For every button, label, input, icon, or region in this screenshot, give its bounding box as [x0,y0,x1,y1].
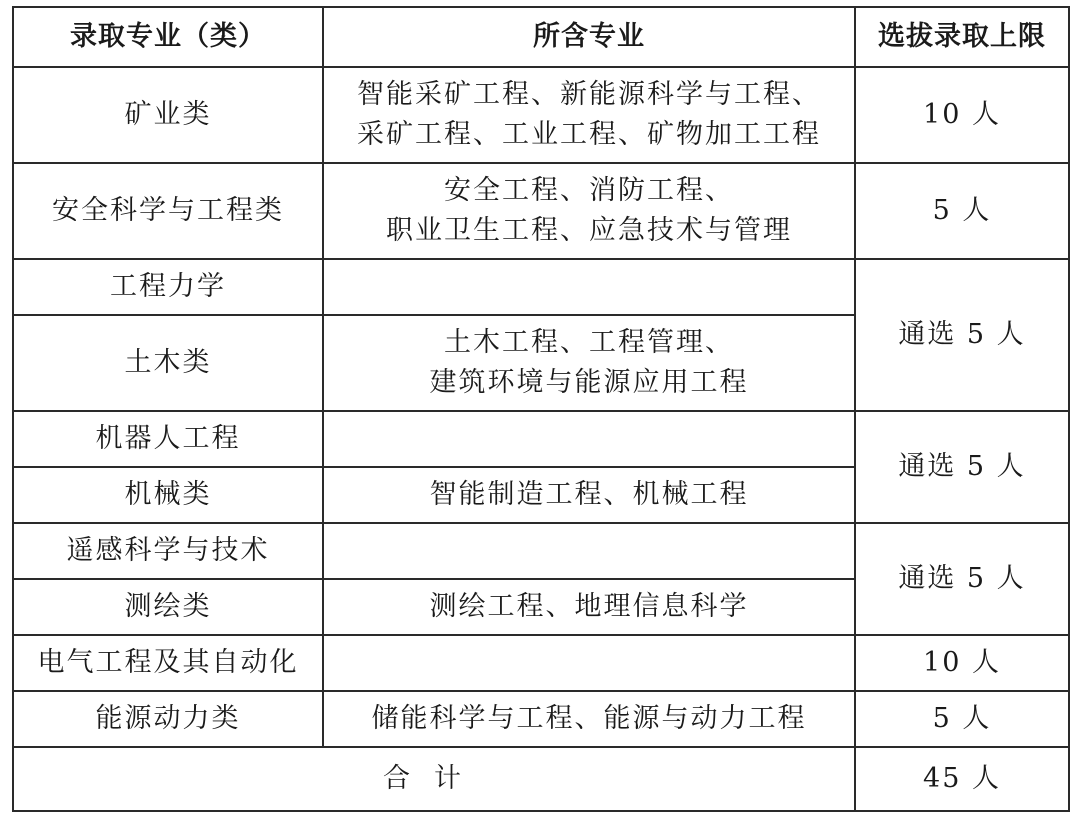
total-row [13,747,1069,811]
category-cell: 电气工程及其自动化 [13,635,323,691]
limit-cell: 5 人 [855,163,1069,259]
majors-cell: 智能制造工程、机械工程 [323,467,855,523]
table-row [13,691,1069,747]
category-cell: 工程力学 [13,259,323,315]
limit-cell: 10 人 [855,635,1069,691]
merged-limit-cell: 通选 5 人 [855,411,1069,523]
category-cell: 安全科学与工程类 [13,163,323,259]
majors-line: 土木工程、工程管理、 [444,327,734,358]
majors-cell [323,259,855,315]
majors-line: 智能采矿工程、新能源科学与工程、 [357,79,821,110]
category-cell: 矿业类 [13,67,323,163]
table-row [13,67,1069,163]
category-cell: 机器人工程 [13,411,323,467]
majors-cell: 测绘工程、地理信息科学 [323,579,855,635]
table-row [13,163,1069,259]
majors-cell [323,67,855,163]
majors-line: 职业卫生工程、应急技术与管理 [386,215,792,246]
majors-cell [323,635,855,691]
majors-cell [323,411,855,467]
limit-cell: 10 人 [855,67,1069,163]
limit-cell: 5 人 [855,691,1069,747]
category-cell: 测绘类 [13,579,323,635]
majors-cell [323,315,855,411]
table-header-row [13,7,1069,67]
table-row [13,523,1069,579]
table-row [13,635,1069,691]
table-row [13,411,1069,467]
category-cell: 机械类 [13,467,323,523]
total-label: 合计 [383,763,485,794]
majors-cell [323,523,855,579]
total-label-cell [13,747,855,811]
header-majors: 所含专业 [323,7,855,67]
category-cell: 遥感科学与技术 [13,523,323,579]
majors-line: 建筑环境与能源应用工程 [429,367,749,398]
category-cell: 土木类 [13,315,323,411]
merged-limit-cell: 通选 5 人 [855,259,1069,411]
majors-line: 安全工程、消防工程、 [444,175,734,206]
header-category: 录取专业（类） [13,7,323,67]
admission-quota-table [12,6,1070,812]
majors-line: 采矿工程、工业工程、矿物加工工程 [357,119,821,150]
majors-cell [323,163,855,259]
header-limit: 选拔录取上限 [855,7,1069,67]
table-row [13,259,1069,315]
merged-limit-cell: 通选 5 人 [855,523,1069,635]
majors-cell: 储能科学与工程、能源与动力工程 [323,691,855,747]
category-cell: 能源动力类 [13,691,323,747]
total-limit-cell: 45 人 [855,747,1069,811]
